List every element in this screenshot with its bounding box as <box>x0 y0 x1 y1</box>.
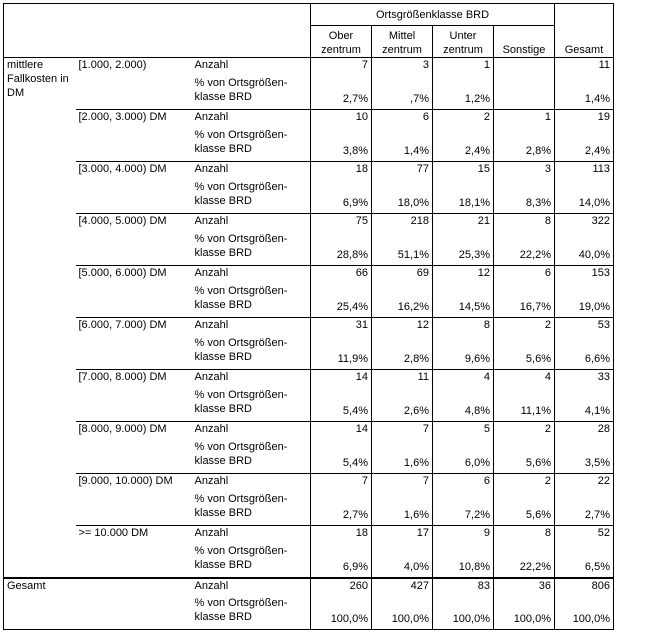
category-label: [3.000, 4.000) DM <box>76 162 192 214</box>
count-cell: 3 <box>494 162 555 180</box>
percent-cell: 6,9% <box>311 544 372 578</box>
percent-cell: 5,6% <box>494 336 555 370</box>
count-cell: 2 <box>494 474 555 492</box>
percent-cell: 16,7% <box>494 284 555 318</box>
stat-label-count: Anzahl <box>192 578 311 596</box>
category-count-row <box>4 162 614 180</box>
percent-cell: 5,6% <box>494 492 555 526</box>
stat-label-count: Anzahl <box>192 318 311 336</box>
percent-cell: 5,4% <box>311 440 372 474</box>
stat-label-count: Anzahl <box>192 422 311 440</box>
stat-label-count: Anzahl <box>192 370 311 388</box>
percent-cell: 4,8% <box>433 388 494 422</box>
category-count-row <box>4 474 614 492</box>
percent-cell: 3,5% <box>555 440 614 474</box>
category-label: [8.000, 9.000) DM <box>76 422 192 474</box>
count-cell: 19 <box>555 110 614 128</box>
stat-label-percent: % von Ortsgrößen-klasse BRD <box>194 180 288 207</box>
table-header <box>4 4 614 58</box>
count-cell: 9 <box>433 526 494 544</box>
percent-cell: 2,7% <box>555 492 614 526</box>
count-cell: 15 <box>433 162 494 180</box>
column-header-label: Ober zentrum <box>321 30 361 56</box>
count-cell: 18 <box>311 162 372 180</box>
count-cell: 2 <box>494 318 555 336</box>
count-cell: 31 <box>311 318 372 336</box>
stat-label-percent: % von Ortsgrößen-klasse BRD <box>194 544 288 571</box>
percent-cell: 2,7% <box>311 492 372 526</box>
percent-cell: 9,6% <box>433 336 494 370</box>
category-count-row <box>4 422 614 440</box>
percent-cell: 100,0% <box>311 596 372 630</box>
column-header-gesamt <box>555 4 614 58</box>
count-cell: 28 <box>555 422 614 440</box>
stat-label-count: Anzahl <box>192 266 311 284</box>
table-body <box>4 58 614 630</box>
column-header-label: Gesamt <box>564 44 604 56</box>
count-cell: 83 <box>433 578 494 596</box>
percent-cell: 1,4% <box>555 76 614 110</box>
stat-label-percent: % von Ortsgrößen-klasse BRD <box>192 596 311 630</box>
percent-cell: 5,6% <box>494 440 555 474</box>
count-cell: 6 <box>372 110 433 128</box>
percent-cell: 14,5% <box>433 284 494 318</box>
count-cell: 4 <box>494 370 555 388</box>
percent-cell: 100,0% <box>433 596 494 630</box>
count-cell: 5 <box>433 422 494 440</box>
percent-cell: 1,6% <box>372 440 433 474</box>
stat-label-count: Anzahl <box>192 110 311 128</box>
percent-cell: 3,8% <box>311 128 372 162</box>
percent-cell: 5,4% <box>311 388 372 422</box>
count-cell: 12 <box>433 266 494 284</box>
percent-cell: 6,9% <box>311 180 372 214</box>
percent-cell: 1,4% <box>372 128 433 162</box>
percent-cell: 14,0% <box>555 180 614 214</box>
percent-cell: 51,1% <box>372 232 433 266</box>
stat-label-count: Anzahl <box>192 58 311 76</box>
percent-cell: 100,0% <box>555 596 614 630</box>
count-cell: 8 <box>494 526 555 544</box>
count-cell: 77 <box>372 162 433 180</box>
count-cell: 7 <box>311 58 372 76</box>
count-cell: 53 <box>555 318 614 336</box>
percent-cell: 18,1% <box>433 180 494 214</box>
count-cell: 260 <box>311 578 372 596</box>
header-corner-lower <box>4 26 311 58</box>
count-cell: 36 <box>494 578 555 596</box>
percent-cell: 25,4% <box>311 284 372 318</box>
count-cell: 17 <box>372 526 433 544</box>
column-header-mittel <box>372 26 433 58</box>
count-cell: 113 <box>555 162 614 180</box>
count-cell: 7 <box>372 422 433 440</box>
percent-cell: 2,6% <box>372 388 433 422</box>
category-count-row <box>4 370 614 388</box>
category-count-row <box>4 58 614 76</box>
category-label: [5.000, 6.000) DM <box>76 266 192 318</box>
count-cell: 7 <box>372 474 433 492</box>
total-label: Gesamt <box>4 578 192 630</box>
category-label: [6.000, 7.000) DM <box>76 318 192 370</box>
stat-label-percent: % von Ortsgrößen-klasse BRD <box>194 336 288 363</box>
stat-label-percent: % von Ortsgrößen-klasse BRD <box>194 128 288 155</box>
percent-cell <box>494 76 555 110</box>
count-cell <box>494 58 555 76</box>
count-cell: 33 <box>555 370 614 388</box>
column-header-label: Mittel zentrum <box>382 30 422 56</box>
column-header-label: Unter zentrum <box>443 30 483 56</box>
count-cell: 322 <box>555 214 614 232</box>
percent-cell: 22,2% <box>494 232 555 266</box>
percent-cell: 100,0% <box>494 596 555 630</box>
stat-label-percent: % von Ortsgrößen-klasse BRD <box>194 284 288 311</box>
category-count-row <box>4 110 614 128</box>
percent-cell: 6,5% <box>555 544 614 578</box>
percent-cell: 40,0% <box>555 232 614 266</box>
count-cell: 1 <box>494 110 555 128</box>
percent-cell: 22,2% <box>494 544 555 578</box>
percent-cell: 6,6% <box>555 336 614 370</box>
count-cell: 66 <box>311 266 372 284</box>
category-label: [4.000, 5.000) DM <box>76 214 192 266</box>
percent-cell: 28,8% <box>311 232 372 266</box>
stat-label-percent: % von Ortsgrößen-klasse BRD <box>194 492 288 519</box>
count-cell: 7 <box>311 474 372 492</box>
count-cell: 12 <box>372 318 433 336</box>
category-label: [7.000, 8.000) DM <box>76 370 192 422</box>
count-cell: 218 <box>372 214 433 232</box>
category-count-row <box>4 318 614 336</box>
stat-label-count: Anzahl <box>192 162 311 180</box>
column-header-sonstige <box>494 26 555 58</box>
count-cell: 69 <box>372 266 433 284</box>
count-cell: 8 <box>494 214 555 232</box>
percent-cell: 4,1% <box>555 388 614 422</box>
row-variable-label: mittlere Fallkosten in DM <box>4 58 76 578</box>
count-cell: 806 <box>555 578 614 596</box>
category-label: [9.000, 10.000) DM <box>76 474 192 526</box>
count-cell: 8 <box>433 318 494 336</box>
stat-label-count: Anzahl <box>192 214 311 232</box>
stat-label-percent: % von Ortsgrößen-klasse BRD <box>194 76 288 103</box>
count-cell: 14 <box>311 370 372 388</box>
count-cell: 1 <box>433 58 494 76</box>
category-count-row <box>4 214 614 232</box>
count-cell: 21 <box>433 214 494 232</box>
count-cell: 11 <box>555 58 614 76</box>
count-cell: 14 <box>311 422 372 440</box>
stat-label-percent: % von Ortsgrößen-klasse BRD <box>194 440 288 467</box>
percent-cell: 2,4% <box>555 128 614 162</box>
stat-label-percent: % von Ortsgrößen-klasse BRD <box>194 388 288 415</box>
percent-cell: 1,6% <box>372 492 433 526</box>
crosstab-table <box>3 3 614 630</box>
count-cell: 52 <box>555 526 614 544</box>
percent-cell: 6,0% <box>433 440 494 474</box>
count-cell: 6 <box>494 266 555 284</box>
percent-cell: 19,0% <box>555 284 614 318</box>
percent-cell: 25,3% <box>433 232 494 266</box>
total-count-row <box>4 578 614 596</box>
count-cell: 3 <box>372 58 433 76</box>
category-label: [1.000, 2.000) <box>76 58 192 110</box>
count-cell: 2 <box>433 110 494 128</box>
count-cell: 10 <box>311 110 372 128</box>
count-cell: 6 <box>433 474 494 492</box>
percent-cell: 100,0% <box>372 596 433 630</box>
percent-cell: 18,0% <box>372 180 433 214</box>
count-cell: 153 <box>555 266 614 284</box>
count-cell: 22 <box>555 474 614 492</box>
count-cell: 4 <box>433 370 494 388</box>
percent-cell: 11,9% <box>311 336 372 370</box>
stat-label-percent: % von Ortsgrößen-klasse BRD <box>194 232 288 259</box>
count-cell: 11 <box>372 370 433 388</box>
column-header-label: Sonstige <box>502 44 546 56</box>
percent-cell: 16,2% <box>372 284 433 318</box>
percent-cell: 1,2% <box>433 76 494 110</box>
percent-cell: 11,1% <box>494 388 555 422</box>
category-count-row <box>4 526 614 544</box>
percent-cell: 7,2% <box>433 492 494 526</box>
column-header-unter <box>433 26 494 58</box>
percent-cell: 10,8% <box>433 544 494 578</box>
header-corner <box>4 4 311 26</box>
percent-cell: 2,7% <box>311 76 372 110</box>
percent-cell: 2,8% <box>372 336 433 370</box>
percent-cell: ,7% <box>372 76 433 110</box>
group-header-label: Ortsgrößenklasse BRD <box>311 4 555 26</box>
stat-label-count: Anzahl <box>192 526 311 544</box>
category-label: [2.000, 3.000) DM <box>76 110 192 162</box>
percent-cell: 2,8% <box>494 128 555 162</box>
stat-label-count: Anzahl <box>192 474 311 492</box>
category-label: >= 10.000 DM <box>76 526 192 578</box>
percent-cell: 2,4% <box>433 128 494 162</box>
count-cell: 2 <box>494 422 555 440</box>
percent-cell: 4,0% <box>372 544 433 578</box>
count-cell: 427 <box>372 578 433 596</box>
category-count-row <box>4 266 614 284</box>
column-header-ober <box>311 26 372 58</box>
count-cell: 18 <box>311 526 372 544</box>
count-cell: 75 <box>311 214 372 232</box>
percent-cell: 8,3% <box>494 180 555 214</box>
